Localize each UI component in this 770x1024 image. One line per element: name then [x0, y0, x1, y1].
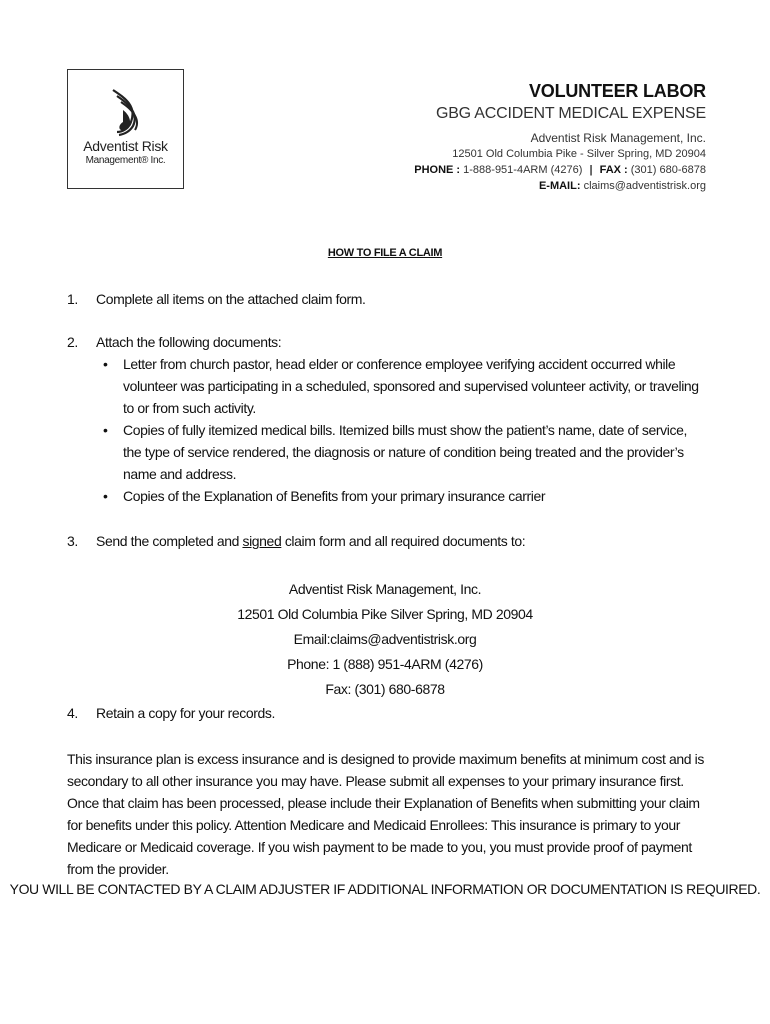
- company-logo: [67, 69, 184, 189]
- document-title: VOLUNTEER LABOR: [528, 81, 706, 101]
- adjuster-notice: YOU WILL BE CONTACTED BY A CLAIM ADJUSTER IF ADDITIONAL INFORMATION OR DOCUMENTATION IS REQUIRED.: [9, 881, 761, 897]
- claim-heading: HOW TO FILE A CLAIM: [327, 247, 443, 259]
- step-number: 4.: [67, 705, 78, 721]
- step-text-part: claim form and all required documents to:: [281, 533, 526, 549]
- logo-name-line2: Management® Inc.: [85, 155, 166, 166]
- company-name: Adventist Risk Management, Inc.: [530, 131, 706, 145]
- step-1: [67, 288, 707, 310]
- bullet: •: [103, 356, 108, 372]
- logo-name-line1: Adventist Risk: [83, 138, 168, 154]
- bullet: •: [103, 488, 108, 504]
- step-4: [67, 702, 707, 724]
- step-number: 2.: [67, 334, 78, 350]
- email-label: E-MAIL:: [538, 180, 581, 192]
- step-number: 1.: [67, 291, 78, 307]
- address-phone: Phone: 1 (888) 951-4ARM (4276): [287, 656, 483, 672]
- address-email: Email:claims@adventistrisk.org: [293, 631, 477, 647]
- bullet: •: [103, 422, 108, 438]
- step-text: Retain a copy for your records.: [96, 705, 276, 721]
- address-line: 12501 Old Columbia Pike Silver Spring, MD 20904: [237, 606, 533, 622]
- signed-emphasis: signed: [242, 533, 282, 549]
- list-item: [96, 485, 707, 507]
- document-subtitle: GBG ACCIDENT MEDICAL EXPENSE: [435, 105, 706, 122]
- email-value: claims@adventistrisk.org: [583, 180, 706, 192]
- separator: |: [589, 164, 593, 176]
- insurance-disclaimer: This insurance plan is excess insurance and is designed to provide maximum benefits at minimum cost and is secondary to all other insurance you may have. Please submit all expenses to your primary insurance first. Once that claim has been processed, please include their Explanation of Benefits when submitting your claim for benefits under this policy. Attention Medicare and Medicaid Enrollees: This insurance is primary to your Medicare or Medicaid coverage. If you wish payment to be made to you, you must provide proof of payment from the provider.: [67, 751, 704, 877]
- phone-value: 1-888-951-4ARM (4276): [463, 164, 583, 176]
- step-text: [96, 530, 707, 552]
- contact-phone-fax: [246, 162, 706, 178]
- list-item: [96, 419, 707, 485]
- document-list: [96, 353, 707, 507]
- list-item: [96, 353, 707, 419]
- step-2: [67, 331, 707, 507]
- phone-label: PHONE :: [414, 164, 461, 176]
- mailing-address: [0, 577, 770, 702]
- list-item-text: Copies of fully itemized medical bills. Itemized bills must show the patient’s name, date of service, the type of service rendered, the diagnosis or nature of condition being treated and the provider’s name and address.: [123, 422, 687, 482]
- document-header: [246, 80, 706, 194]
- list-item-text: Copies of the Explanation of Benefits from your primary insurance carrier: [123, 488, 546, 504]
- address-line: Adventist Risk Management, Inc.: [288, 581, 482, 597]
- flame-logo-icon: [103, 86, 149, 138]
- step-3: [67, 530, 707, 552]
- fax-value: (301) 680-6878: [630, 164, 706, 176]
- address-fax: Fax: (301) 680-6878: [325, 681, 445, 697]
- company-address: 12501 Old Columbia Pike - Silver Spring, MD 20904: [452, 148, 706, 160]
- step-text: Complete all items on the attached claim form.: [96, 291, 366, 307]
- step-text: Attach the following documents:: [96, 334, 282, 350]
- fax-label: FAX :: [599, 164, 628, 176]
- step-text-part: Send the completed and: [96, 533, 243, 549]
- list-item-text: Letter from church pastor, head elder or conference employee verifying accident occurred while volunteer was participating in a scheduled, sponsored and supervised volunteer activity, or traveling to or from such activity.: [123, 356, 699, 416]
- step-number: 3.: [67, 533, 78, 549]
- contact-email: [246, 178, 706, 194]
